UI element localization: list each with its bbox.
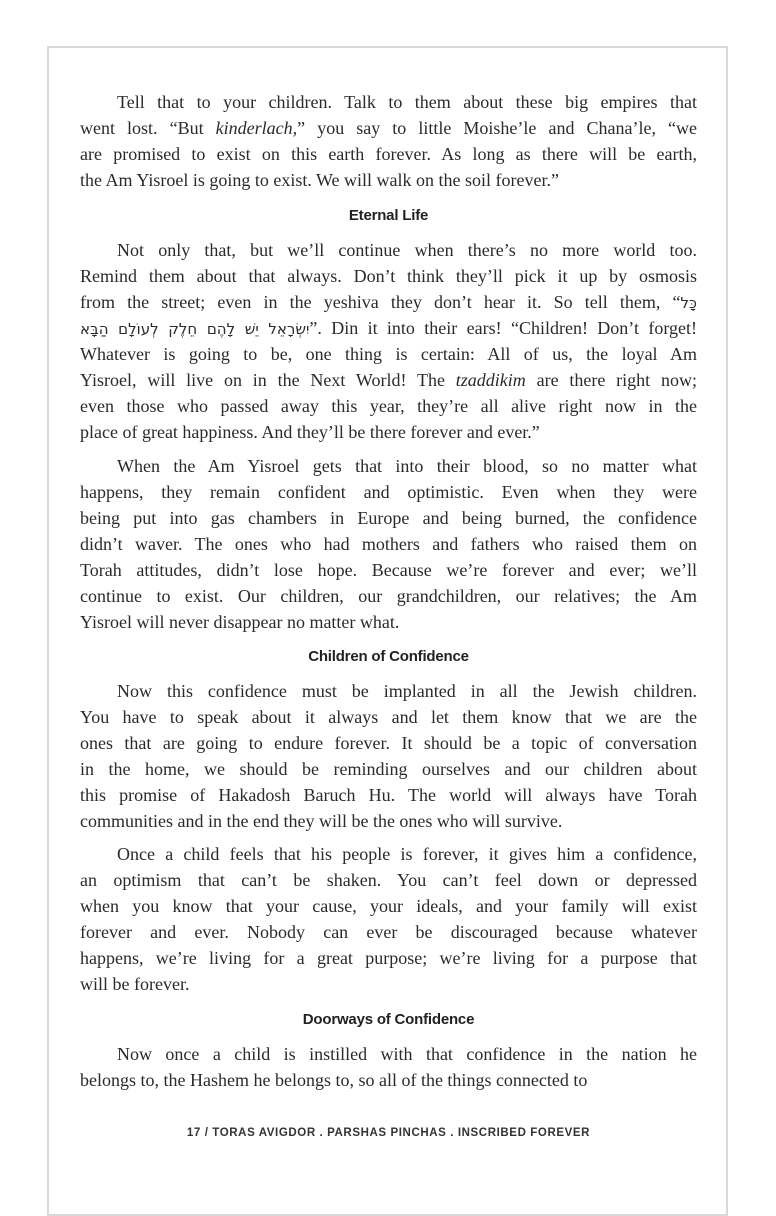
hebrew-text: יִשְׂרָאֵל יֵשׁ לָהֶם חֵלֶק לְעוֹלָם הַבָּא <box>80 320 310 338</box>
italic-term: tzaddikim <box>455 370 526 390</box>
paragraph-line: forever and ever. Nobody can ever be discouraged because whatever <box>80 922 697 942</box>
italic-term: kinderlach, <box>215 118 298 138</box>
text-segment: went lost. “But <box>80 118 216 138</box>
paragraph-line: belongs to, the Hashem he belongs to, so all of the things connected to <box>80 1070 588 1090</box>
text-segment: ” you say to little Moishe’le and Chana’le, “we <box>297 118 697 138</box>
paragraph-line: in the home, we should be reminding ourselves and our children about <box>80 759 697 779</box>
paragraph-line: You have to speak about it always and let them know that we are the <box>80 707 697 727</box>
paragraph-line <box>80 291 697 313</box>
paragraph-line: Yisroel will never disappear no matter what. <box>80 612 400 632</box>
paragraph-line: ones that are going to endure forever. It should be a topic of conversation <box>80 733 697 753</box>
paragraph-line: Now this confidence must be implanted in all the Jewish children. <box>117 681 697 701</box>
text-segment: Yisroel, will live on in the Next World! The <box>80 370 456 390</box>
paragraph-line: Torah attitudes, didn’t lose hope. Because we’re forever and ever; we’ll <box>80 560 697 580</box>
paragraph-line: continue to exist. Our children, our grandchildren, our relatives; the Am <box>80 586 697 606</box>
paragraph-line: Once a child feels that his people is forever, it gives him a confidence, <box>117 844 697 864</box>
section-heading: Doorways of Confidence <box>302 1011 475 1028</box>
paragraph-line: communities and in the end they will be the ones who will survive. <box>80 811 563 831</box>
page-footer: 17 / TORAS AVIGDOR . PARSHAS PINCHAS . INSCRIBED FOREVER <box>186 1127 591 1139</box>
paragraph-line: When the Am Yisroel gets that into their blood, so no matter what <box>117 456 697 476</box>
paragraph-line: will be forever. <box>80 974 190 994</box>
text-segment: are there right now; <box>525 370 698 390</box>
paragraph-line: Not only that, but we’ll continue when there’s no more world too. <box>117 240 697 260</box>
paragraph-line: when you know that your cause, your ideals, and your family will exist <box>80 896 697 916</box>
paragraph-line <box>80 369 697 391</box>
text-segment: ”. Din it into their ears! “Children! Don’t forget! <box>309 318 697 338</box>
paragraph-line: place of great happiness. And they’ll be there forever and ever.” <box>80 422 540 442</box>
paragraph-line: happens, we’re living for a great purpose; we’re living for a purpose that <box>80 948 697 968</box>
paragraph-line <box>80 117 697 139</box>
paragraph-line: the Am Yisroel is going to exist. We will walk on the soil forever.” <box>80 170 559 190</box>
paragraph-line: Whatever is going to be, one thing is certain: All of us, the loyal Am <box>80 344 697 364</box>
hebrew-text: כָּל <box>680 294 697 312</box>
section-heading: Eternal Life <box>348 207 429 224</box>
paragraph-line: are promised to exist on this earth forever. As long as there will be earth, <box>80 144 697 164</box>
paragraph-line: Remind them about that always. Don’t think they’ll pick it up by osmosis <box>80 266 697 286</box>
paragraph-line: happens, they remain confident and optimistic. Even when they were <box>80 482 697 502</box>
text-segment: from the street; even in the yeshiva they don’t hear it. So tell them, “ <box>80 292 681 312</box>
paragraph-line: Tell that to your children. Talk to them about these big empires that <box>117 92 697 112</box>
section-heading: Children of Confidence <box>308 648 469 665</box>
paragraph-line <box>80 317 697 339</box>
paragraph-line: even those who passed away this year, they’re all alive right now in the <box>80 396 697 416</box>
paragraph-line: an optimism that can’t be shaken. You can’t feel down or depressed <box>80 870 697 890</box>
paragraph-line: Now once a child is instilled with that confidence in the nation he <box>117 1044 697 1064</box>
paragraph-line: being put into gas chambers in Europe and being burned, the confidence <box>80 508 697 528</box>
paragraph-line: didn’t waver. The ones who had mothers and fathers who raised them on <box>80 534 697 554</box>
paragraph-line: this promise of Hakadosh Baruch Hu. The world will always have Torah <box>80 785 697 805</box>
